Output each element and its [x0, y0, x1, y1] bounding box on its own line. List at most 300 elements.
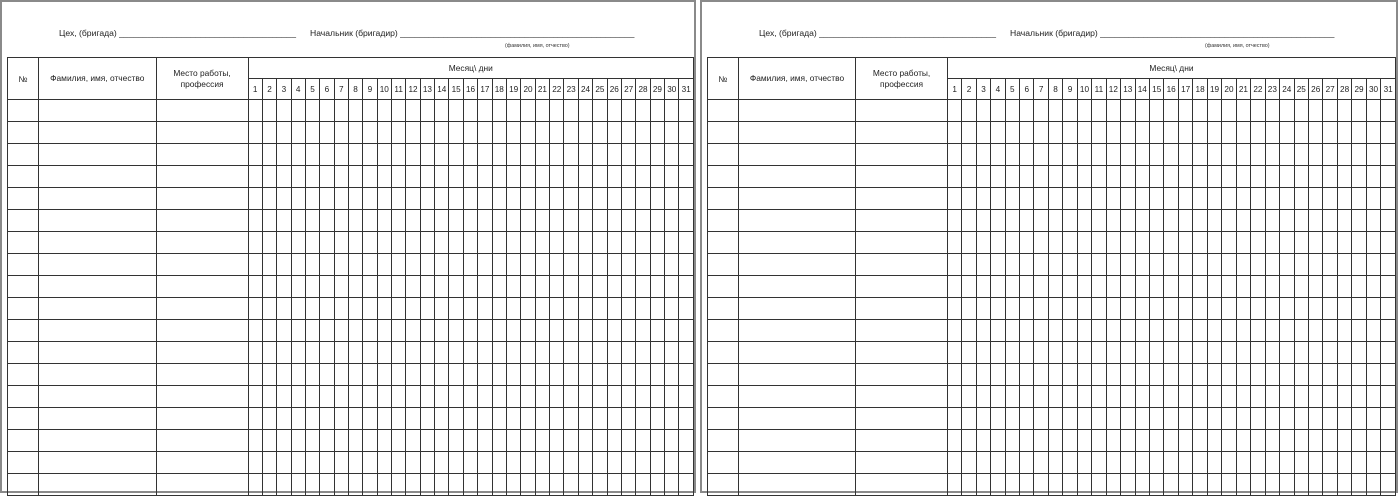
workplace-cell[interactable]: [156, 408, 248, 430]
day-cell[interactable]: [947, 100, 961, 122]
workplace-cell[interactable]: [856, 210, 948, 232]
day-cell[interactable]: [1063, 210, 1077, 232]
day-cell[interactable]: [1308, 474, 1322, 496]
number-cell[interactable]: [8, 320, 39, 342]
day-cell[interactable]: [1337, 386, 1351, 408]
day-cell[interactable]: [621, 144, 635, 166]
day-cell[interactable]: [305, 166, 319, 188]
day-cell[interactable]: [363, 276, 377, 298]
day-cell[interactable]: [564, 166, 578, 188]
day-cell[interactable]: [1222, 430, 1236, 452]
day-cell[interactable]: [449, 144, 463, 166]
day-cell[interactable]: [976, 430, 990, 452]
name-cell[interactable]: [38, 364, 156, 386]
day-cell[interactable]: [962, 122, 976, 144]
day-cell[interactable]: [1135, 100, 1149, 122]
day-cell[interactable]: [1121, 232, 1135, 254]
day-cell[interactable]: [593, 452, 607, 474]
day-cell[interactable]: [1323, 342, 1337, 364]
day-cell[interactable]: [1251, 408, 1265, 430]
day-cell[interactable]: [377, 320, 391, 342]
day-cell[interactable]: [1034, 232, 1048, 254]
day-cell[interactable]: [377, 342, 391, 364]
day-cell[interactable]: [334, 342, 348, 364]
day-cell[interactable]: [1121, 364, 1135, 386]
day-cell[interactable]: [262, 474, 276, 496]
day-cell[interactable]: [621, 100, 635, 122]
name-cell[interactable]: [738, 342, 855, 364]
day-cell[interactable]: [679, 188, 694, 210]
day-cell[interactable]: [1222, 474, 1236, 496]
day-cell[interactable]: [962, 276, 976, 298]
number-cell[interactable]: [708, 430, 739, 452]
day-cell[interactable]: [248, 386, 262, 408]
name-cell[interactable]: [38, 276, 156, 298]
day-cell[interactable]: [406, 100, 420, 122]
day-cell[interactable]: [1280, 144, 1294, 166]
day-cell[interactable]: [976, 474, 990, 496]
number-cell[interactable]: [8, 342, 39, 364]
name-cell[interactable]: [738, 232, 855, 254]
day-cell[interactable]: [1077, 474, 1091, 496]
day-cell[interactable]: [320, 232, 334, 254]
day-cell[interactable]: [535, 144, 549, 166]
day-cell[interactable]: [478, 232, 492, 254]
day-cell[interactable]: [991, 144, 1005, 166]
day-cell[interactable]: [478, 386, 492, 408]
day-cell[interactable]: [1280, 452, 1294, 474]
day-cell[interactable]: [535, 452, 549, 474]
workplace-cell[interactable]: [156, 430, 248, 452]
day-cell[interactable]: [679, 452, 694, 474]
workplace-cell[interactable]: [156, 298, 248, 320]
day-cell[interactable]: [679, 254, 694, 276]
day-cell[interactable]: [277, 122, 291, 144]
day-cell[interactable]: [435, 386, 449, 408]
day-cell[interactable]: [535, 474, 549, 496]
day-cell[interactable]: [1251, 188, 1265, 210]
day-cell[interactable]: [1106, 144, 1120, 166]
day-cell[interactable]: [305, 298, 319, 320]
day-cell[interactable]: [1092, 430, 1106, 452]
day-cell[interactable]: [550, 320, 564, 342]
day-cell[interactable]: [535, 122, 549, 144]
day-cell[interactable]: [320, 408, 334, 430]
day-cell[interactable]: [1280, 474, 1294, 496]
day-cell[interactable]: [478, 188, 492, 210]
day-cell[interactable]: [1323, 100, 1337, 122]
day-cell[interactable]: [1352, 144, 1366, 166]
day-cell[interactable]: [1178, 474, 1192, 496]
day-cell[interactable]: [564, 408, 578, 430]
name-cell[interactable]: [738, 188, 855, 210]
day-cell[interactable]: [1207, 188, 1221, 210]
day-cell[interactable]: [550, 342, 564, 364]
day-cell[interactable]: [1265, 254, 1279, 276]
day-cell[interactable]: [262, 298, 276, 320]
day-cell[interactable]: [636, 166, 650, 188]
day-cell[interactable]: [463, 474, 477, 496]
day-cell[interactable]: [248, 210, 262, 232]
day-cell[interactable]: [1005, 276, 1019, 298]
day-cell[interactable]: [1337, 254, 1351, 276]
day-cell[interactable]: [463, 166, 477, 188]
day-cell[interactable]: [420, 386, 434, 408]
day-cell[interactable]: [1337, 342, 1351, 364]
number-cell[interactable]: [8, 254, 39, 276]
day-cell[interactable]: [478, 298, 492, 320]
day-cell[interactable]: [463, 122, 477, 144]
day-cell[interactable]: [593, 364, 607, 386]
day-cell[interactable]: [962, 320, 976, 342]
day-cell[interactable]: [991, 100, 1005, 122]
day-cell[interactable]: [679, 408, 694, 430]
day-cell[interactable]: [277, 430, 291, 452]
day-cell[interactable]: [1149, 298, 1163, 320]
day-cell[interactable]: [976, 188, 990, 210]
day-cell[interactable]: [521, 232, 535, 254]
day-cell[interactable]: [1063, 386, 1077, 408]
day-cell[interactable]: [535, 232, 549, 254]
day-cell[interactable]: [1034, 430, 1048, 452]
day-cell[interactable]: [277, 342, 291, 364]
day-cell[interactable]: [1193, 144, 1207, 166]
day-cell[interactable]: [478, 144, 492, 166]
day-cell[interactable]: [1381, 342, 1396, 364]
day-cell[interactable]: [1077, 298, 1091, 320]
day-cell[interactable]: [1164, 474, 1178, 496]
day-cell[interactable]: [621, 408, 635, 430]
day-cell[interactable]: [1077, 166, 1091, 188]
day-cell[interactable]: [1178, 320, 1192, 342]
day-cell[interactable]: [1048, 122, 1062, 144]
number-cell[interactable]: [8, 122, 39, 144]
day-cell[interactable]: [665, 430, 679, 452]
day-cell[interactable]: [621, 276, 635, 298]
day-cell[interactable]: [1308, 232, 1322, 254]
day-cell[interactable]: [578, 452, 592, 474]
day-cell[interactable]: [1193, 452, 1207, 474]
day-cell[interactable]: [1222, 210, 1236, 232]
day-cell[interactable]: [305, 254, 319, 276]
day-cell[interactable]: [1121, 100, 1135, 122]
day-cell[interactable]: [463, 452, 477, 474]
day-cell[interactable]: [262, 166, 276, 188]
day-cell[interactable]: [621, 452, 635, 474]
day-cell[interactable]: [1366, 144, 1380, 166]
day-cell[interactable]: [1294, 276, 1308, 298]
day-cell[interactable]: [1381, 474, 1396, 496]
day-cell[interactable]: [435, 474, 449, 496]
day-cell[interactable]: [248, 166, 262, 188]
day-cell[interactable]: [621, 430, 635, 452]
day-cell[interactable]: [1366, 166, 1380, 188]
name-cell[interactable]: [738, 166, 855, 188]
day-cell[interactable]: [521, 430, 535, 452]
day-cell[interactable]: [1164, 320, 1178, 342]
day-cell[interactable]: [521, 408, 535, 430]
day-cell[interactable]: [1308, 342, 1322, 364]
day-cell[interactable]: [1106, 166, 1120, 188]
day-cell[interactable]: [1337, 188, 1351, 210]
day-cell[interactable]: [492, 452, 506, 474]
name-cell[interactable]: [38, 254, 156, 276]
day-cell[interactable]: [607, 430, 621, 452]
day-cell[interactable]: [578, 166, 592, 188]
day-cell[interactable]: [1135, 364, 1149, 386]
day-cell[interactable]: [1193, 276, 1207, 298]
day-cell[interactable]: [1323, 364, 1337, 386]
workplace-cell[interactable]: [156, 276, 248, 298]
day-cell[interactable]: [521, 166, 535, 188]
day-cell[interactable]: [550, 166, 564, 188]
day-cell[interactable]: [1077, 210, 1091, 232]
day-cell[interactable]: [1294, 298, 1308, 320]
day-cell[interactable]: [665, 166, 679, 188]
day-cell[interactable]: [1178, 386, 1192, 408]
day-cell[interactable]: [1381, 210, 1396, 232]
day-cell[interactable]: [1164, 188, 1178, 210]
day-cell[interactable]: [1005, 188, 1019, 210]
day-cell[interactable]: [291, 408, 305, 430]
day-cell[interactable]: [406, 188, 420, 210]
day-cell[interactable]: [377, 122, 391, 144]
day-cell[interactable]: [679, 364, 694, 386]
day-cell[interactable]: [535, 342, 549, 364]
day-cell[interactable]: [305, 122, 319, 144]
day-cell[interactable]: [991, 342, 1005, 364]
day-cell[interactable]: [1048, 452, 1062, 474]
day-cell[interactable]: [1034, 452, 1048, 474]
day-cell[interactable]: [463, 100, 477, 122]
workplace-cell[interactable]: [856, 276, 948, 298]
day-cell[interactable]: [1106, 122, 1120, 144]
day-cell[interactable]: [1366, 210, 1380, 232]
day-cell[interactable]: [1193, 166, 1207, 188]
day-cell[interactable]: [1294, 232, 1308, 254]
day-cell[interactable]: [1135, 408, 1149, 430]
day-cell[interactable]: [1381, 386, 1396, 408]
day-cell[interactable]: [607, 188, 621, 210]
day-cell[interactable]: [535, 408, 549, 430]
day-cell[interactable]: [305, 320, 319, 342]
day-cell[interactable]: [1207, 232, 1221, 254]
day-cell[interactable]: [492, 122, 506, 144]
day-cell[interactable]: [1178, 100, 1192, 122]
day-cell[interactable]: [1005, 342, 1019, 364]
day-cell[interactable]: [1149, 100, 1163, 122]
day-cell[interactable]: [1092, 122, 1106, 144]
day-cell[interactable]: [679, 122, 694, 144]
day-cell[interactable]: [1121, 188, 1135, 210]
day-cell[interactable]: [463, 298, 477, 320]
day-cell[interactable]: [1294, 320, 1308, 342]
day-cell[interactable]: [1366, 254, 1380, 276]
day-cell[interactable]: [506, 320, 520, 342]
name-cell[interactable]: [38, 408, 156, 430]
day-cell[interactable]: [348, 166, 362, 188]
day-cell[interactable]: [1048, 188, 1062, 210]
day-cell[interactable]: [1020, 408, 1034, 430]
day-cell[interactable]: [463, 232, 477, 254]
day-cell[interactable]: [463, 386, 477, 408]
day-cell[interactable]: [406, 210, 420, 232]
day-cell[interactable]: [636, 452, 650, 474]
day-cell[interactable]: [1265, 320, 1279, 342]
day-cell[interactable]: [248, 474, 262, 496]
day-cell[interactable]: [550, 452, 564, 474]
day-cell[interactable]: [578, 232, 592, 254]
day-cell[interactable]: [1308, 122, 1322, 144]
day-cell[interactable]: [291, 386, 305, 408]
day-cell[interactable]: [348, 298, 362, 320]
day-cell[interactable]: [991, 408, 1005, 430]
day-cell[interactable]: [248, 320, 262, 342]
day-cell[interactable]: [564, 364, 578, 386]
day-cell[interactable]: [1034, 144, 1048, 166]
number-cell[interactable]: [8, 474, 39, 496]
day-cell[interactable]: [1265, 430, 1279, 452]
day-cell[interactable]: [1034, 408, 1048, 430]
day-cell[interactable]: [248, 364, 262, 386]
day-cell[interactable]: [291, 232, 305, 254]
day-cell[interactable]: [1077, 320, 1091, 342]
day-cell[interactable]: [420, 430, 434, 452]
day-cell[interactable]: [550, 408, 564, 430]
day-cell[interactable]: [679, 386, 694, 408]
day-cell[interactable]: [420, 452, 434, 474]
number-cell[interactable]: [8, 452, 39, 474]
workplace-cell[interactable]: [856, 166, 948, 188]
day-cell[interactable]: [1092, 342, 1106, 364]
day-cell[interactable]: [1005, 430, 1019, 452]
day-cell[interactable]: [535, 386, 549, 408]
day-cell[interactable]: [291, 188, 305, 210]
day-cell[interactable]: [1207, 320, 1221, 342]
day-cell[interactable]: [1034, 254, 1048, 276]
day-cell[interactable]: [564, 122, 578, 144]
day-cell[interactable]: [348, 100, 362, 122]
day-cell[interactable]: [607, 298, 621, 320]
day-cell[interactable]: [1193, 342, 1207, 364]
day-cell[interactable]: [1005, 100, 1019, 122]
day-cell[interactable]: [1193, 386, 1207, 408]
day-cell[interactable]: [420, 342, 434, 364]
day-cell[interactable]: [593, 210, 607, 232]
day-cell[interactable]: [320, 474, 334, 496]
day-cell[interactable]: [1048, 144, 1062, 166]
day-cell[interactable]: [348, 474, 362, 496]
day-cell[interactable]: [1063, 166, 1077, 188]
day-cell[interactable]: [1077, 144, 1091, 166]
number-cell[interactable]: [8, 166, 39, 188]
name-cell[interactable]: [738, 430, 855, 452]
day-cell[interactable]: [976, 254, 990, 276]
day-cell[interactable]: [1020, 254, 1034, 276]
day-cell[interactable]: [564, 320, 578, 342]
day-cell[interactable]: [291, 430, 305, 452]
day-cell[interactable]: [305, 474, 319, 496]
day-cell[interactable]: [947, 166, 961, 188]
day-cell[interactable]: [1352, 386, 1366, 408]
day-cell[interactable]: [420, 320, 434, 342]
day-cell[interactable]: [449, 386, 463, 408]
day-cell[interactable]: [1005, 452, 1019, 474]
name-cell[interactable]: [738, 210, 855, 232]
day-cell[interactable]: [348, 276, 362, 298]
day-cell[interactable]: [1308, 166, 1322, 188]
day-cell[interactable]: [1323, 210, 1337, 232]
day-cell[interactable]: [607, 408, 621, 430]
day-cell[interactable]: [277, 320, 291, 342]
day-cell[interactable]: [1381, 122, 1396, 144]
number-cell[interactable]: [8, 232, 39, 254]
day-cell[interactable]: [1005, 298, 1019, 320]
day-cell[interactable]: [406, 144, 420, 166]
day-cell[interactable]: [291, 100, 305, 122]
day-cell[interactable]: [535, 254, 549, 276]
day-cell[interactable]: [1251, 364, 1265, 386]
day-cell[interactable]: [621, 342, 635, 364]
day-cell[interactable]: [1236, 276, 1250, 298]
day-cell[interactable]: [478, 408, 492, 430]
day-cell[interactable]: [320, 298, 334, 320]
day-cell[interactable]: [991, 122, 1005, 144]
day-cell[interactable]: [1135, 232, 1149, 254]
day-cell[interactable]: [506, 144, 520, 166]
day-cell[interactable]: [420, 188, 434, 210]
day-cell[interactable]: [1077, 100, 1091, 122]
day-cell[interactable]: [1106, 298, 1120, 320]
day-cell[interactable]: [521, 188, 535, 210]
day-cell[interactable]: [1063, 298, 1077, 320]
day-cell[interactable]: [564, 100, 578, 122]
day-cell[interactable]: [1034, 276, 1048, 298]
day-cell[interactable]: [679, 166, 694, 188]
name-cell[interactable]: [38, 144, 156, 166]
day-cell[interactable]: [363, 254, 377, 276]
day-cell[interactable]: [947, 144, 961, 166]
day-cell[interactable]: [976, 408, 990, 430]
day-cell[interactable]: [1020, 232, 1034, 254]
name-cell[interactable]: [38, 342, 156, 364]
day-cell[interactable]: [1352, 452, 1366, 474]
day-cell[interactable]: [1005, 210, 1019, 232]
day-cell[interactable]: [1236, 232, 1250, 254]
day-cell[interactable]: [348, 188, 362, 210]
day-cell[interactable]: [1366, 452, 1380, 474]
day-cell[interactable]: [1222, 232, 1236, 254]
day-cell[interactable]: [976, 386, 990, 408]
name-cell[interactable]: [738, 408, 855, 430]
day-cell[interactable]: [1121, 408, 1135, 430]
day-cell[interactable]: [348, 364, 362, 386]
day-cell[interactable]: [291, 144, 305, 166]
day-cell[interactable]: [435, 408, 449, 430]
day-cell[interactable]: [406, 364, 420, 386]
day-cell[interactable]: [607, 166, 621, 188]
day-cell[interactable]: [291, 320, 305, 342]
day-cell[interactable]: [277, 210, 291, 232]
day-cell[interactable]: [406, 474, 420, 496]
day-cell[interactable]: [636, 122, 650, 144]
day-cell[interactable]: [420, 144, 434, 166]
day-cell[interactable]: [1294, 122, 1308, 144]
workplace-cell[interactable]: [156, 100, 248, 122]
day-cell[interactable]: [391, 232, 405, 254]
day-cell[interactable]: [564, 386, 578, 408]
day-cell[interactable]: [262, 232, 276, 254]
